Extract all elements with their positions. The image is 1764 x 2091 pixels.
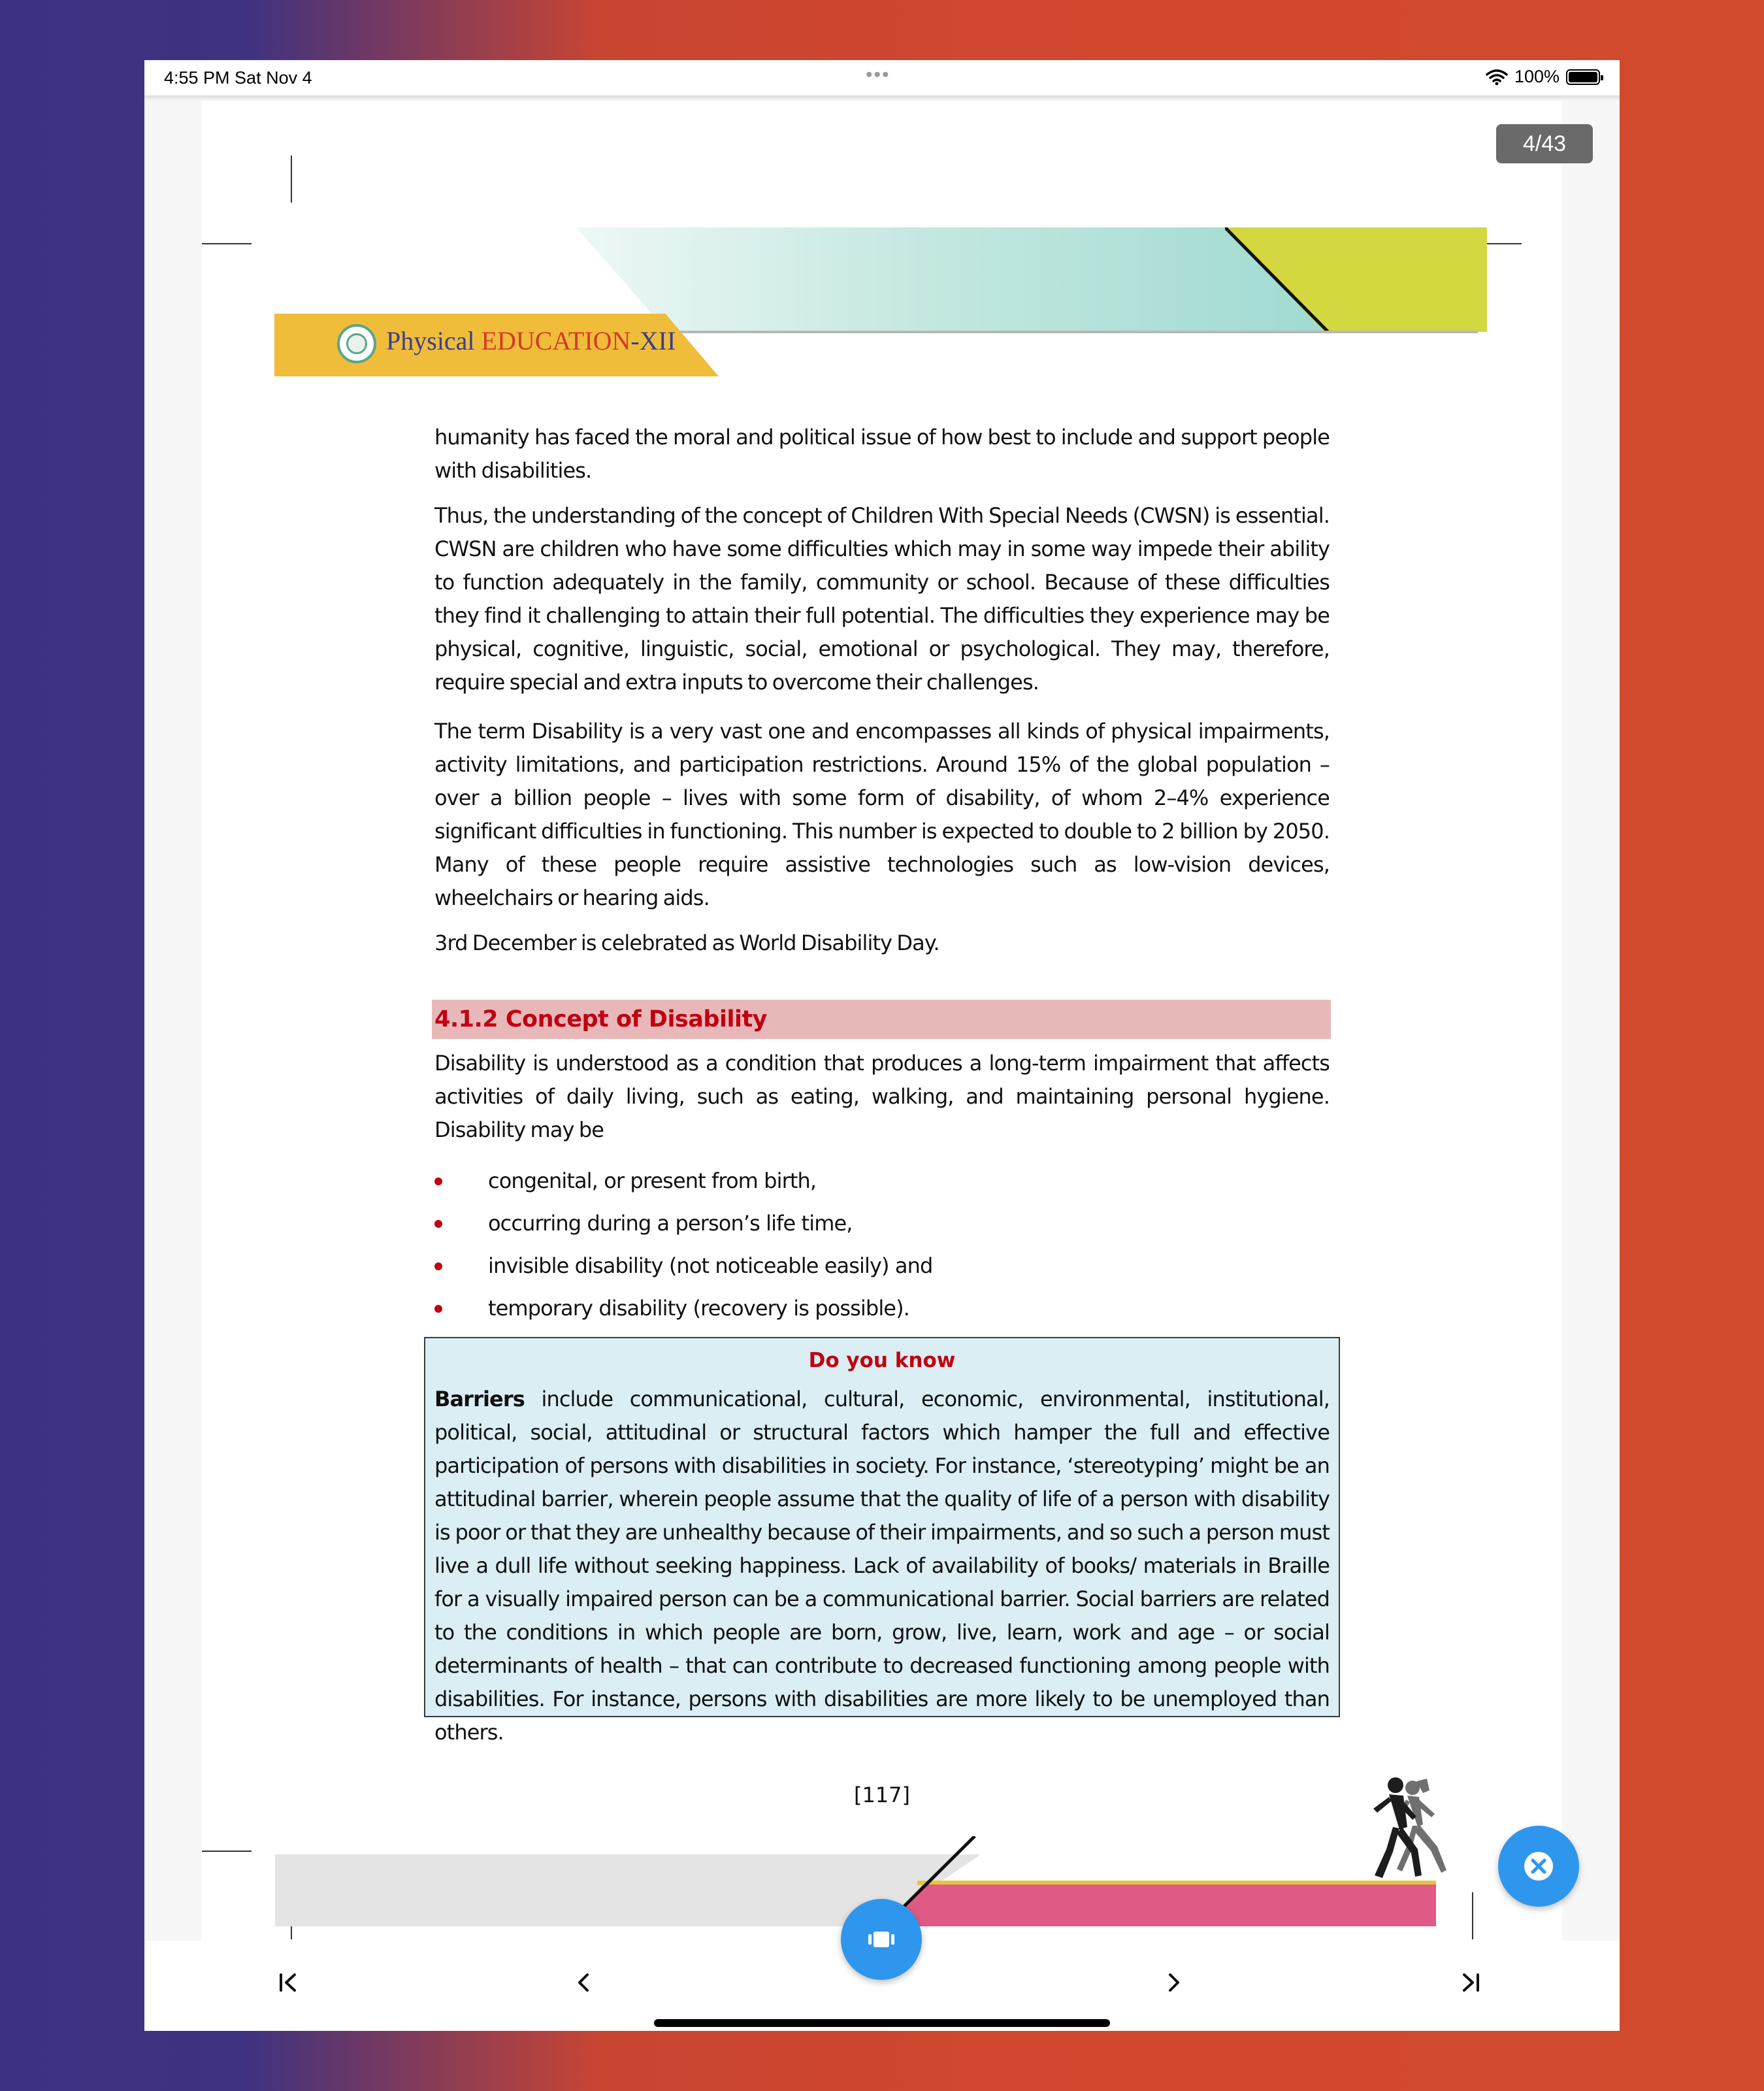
battery-icon [1566, 69, 1600, 85]
crop-mark [202, 243, 252, 244]
status-time: 4:55 PM Sat Nov 4 [164, 68, 312, 88]
last-page-icon [1458, 1969, 1484, 1996]
close-circle-icon [1498, 1826, 1579, 1907]
crop-mark [1472, 1892, 1473, 1939]
crop-mark [202, 1851, 252, 1852]
crop-mark [291, 156, 292, 203]
status-right [1486, 67, 1600, 87]
list-item: congenital, or present from birth, [434, 1164, 1330, 1207]
next-page-button[interactable] [1154, 1963, 1194, 2002]
header-rule [659, 331, 1478, 333]
bullet-icon [434, 1262, 442, 1270]
paragraph: 3rd December is celebrated as World Disability Day. [434, 930, 939, 955]
book-title: Physical EDUCATION-XII [386, 326, 676, 355]
paragraph: humanity has faced the moral and political issue of how best to include and support people with disabilities. [434, 425, 1330, 483]
wifi-icon [1486, 69, 1508, 86]
home-indicator[interactable] [654, 2019, 1110, 2027]
previous-page-button[interactable] [564, 1963, 603, 2002]
do-you-know-text: Barriers include communicational, cultural, economic, environmental, institutional, political, social, attitudinal or structural factors which hamper the full and effective participation of persons with disabilities in society. For instance, ‘stereotyping’ might be an attitudinal barrier, wherein people assume that the quality of life of a person with disability is poor or that they are unhealthy because of their impairments, and so such a person must live a dull life without seeking happiness. Lack of availability of books/ materials in Braille for a visually impaired person can be a communicational barrier. Social barriers are related to the conditions in which people are born, grow, live, learn, work and age – or social determinants of health – that can contribute to decreased functioning among people with disabilities. For instance, persons with disabilities are more likely to be unemployed than others. [434, 1387, 1330, 1745]
multitask-dots[interactable]: ••• [866, 64, 890, 86]
view-mode-button[interactable] [841, 1899, 922, 1980]
first-page-icon [275, 1969, 301, 1996]
bullet-list [434, 1164, 1330, 1334]
status-shadow [144, 95, 1620, 101]
status-bar [144, 60, 1620, 95]
runners-icon [1355, 1773, 1460, 1885]
list-item: invisible disability (not noticeable easily) and [434, 1249, 1330, 1292]
list-item: temporary disability (recovery is possible). [434, 1292, 1330, 1334]
bullet-icon [434, 1177, 442, 1185]
page-number: [117] [853, 1783, 911, 1807]
slides-icon [841, 1899, 922, 1980]
bullet-icon [434, 1305, 442, 1313]
close-button[interactable] [1498, 1826, 1579, 1907]
do-you-know-title: Do you know [808, 1349, 956, 1372]
page-counter: 4/43 [1496, 124, 1593, 163]
list-item: occurring during a person’s life time, [434, 1207, 1330, 1249]
section-intro: Disability is understood as a condition that produces a long-term impairment that affects activities of daily living, such as eating, walking, and maintaining personal hygiene. Disability may be [434, 1051, 1330, 1142]
section-heading: 4.1.2 Concept of Disability [432, 1000, 1331, 1039]
header-slash [1225, 227, 1330, 333]
bullet-icon [434, 1220, 442, 1228]
paragraph: Thus, the understanding of the concept of Children With Special Needs (CWSN) is essential. CWSN are children who have some difficulties which may in some way impede their ability to function adequately in the family, community or school. Because of these difficulties they find it challenging to attain their full potential. The difficulties they experience may be physical, cognitive, linguistic, social, emotional or psychological. They may, therefore, require special and extra inputs to overcome their challenges. [434, 503, 1330, 695]
paragraph: The term Disability is a very vast one and encompasses all kinds of physical impairments, activity limitations, and participation restrictions. Around 15% of the global population – over a billion people – lives with some form of disability, of whom 2–4% experience significant difficulties in functioning. This number is expected to double to 2 billion by 2050. Many of these people require assistive technologies such as low-vision devices, wheelchairs or hearing aids. [434, 719, 1330, 910]
last-page-button[interactable] [1451, 1963, 1490, 2002]
first-page-button[interactable] [269, 1963, 308, 2002]
previous-page-icon [570, 1969, 596, 1996]
next-page-icon [1161, 1969, 1187, 1996]
cbse-logo-icon [337, 324, 376, 363]
battery-percent: 100% [1514, 67, 1560, 86]
pdf-page[interactable] [202, 101, 1562, 1945]
ipad-screen [144, 60, 1620, 2031]
